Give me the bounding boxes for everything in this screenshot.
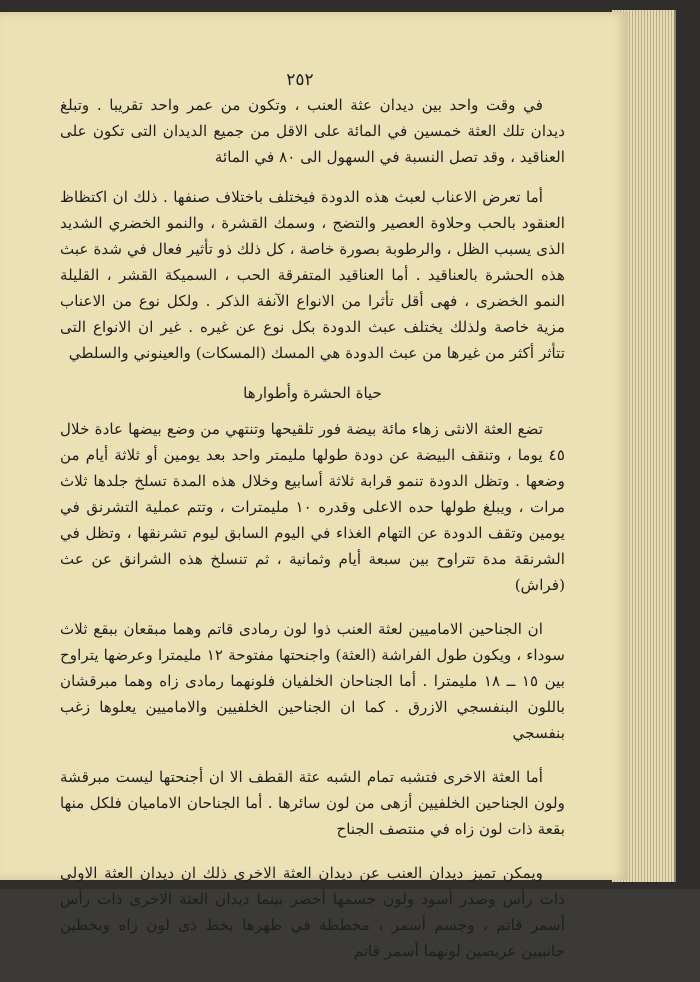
paragraph-2: أما تعرض الاعناب لعبث هذه الدودة فيختلف باختلاف صنفها . ذلك ان اكتظاظ العنقود بالحب وحلاوة العصير والتضج ، وسمك القشرة ، والنمو الخضري الشديد الذى يسبب الظل ، والرطوبة بصورة خاصة ، كل ذلك ذو تأثير فعال في شدة عبث هذه الحشرة بالعناقيد . أما العناقيد المتفرقة الحب ، السميكة القشر ، القليلة النمو الخضرى ، فهى أقل تأثرا من الانواع الآنفة الذكر . ولكل نوع من الاعناب مزية خاصة ولذلك يختلف عبث الدودة بكل نوع عن غيره . غير ان الانواع التى تتأثر أكثر من غيرها من عبث الدودة هي المسك (المسكات) والعينوني والسلطي — [60, 188, 565, 362]
paragraph-5: أما العثة الاخرى فتشبه تمام الشبه عثة القطف الا ان أجنحتها ليست مبرقشة ولون الجناحين الخلفيين أزهى من لون سائرها . أما الجناحان الاماميان فلكل منها بقعة ذات لون زاه في منتصف الجناح — [60, 768, 565, 838]
paragraph-3: تضع العثة الانثى زهاء مائة بيضة فور تلقيحها وتنتهي من وضع بيضها عادة خلال ٤٥ يوما ، وتنقف البيضة عن دودة طولها مليمتر واحد بعد يومين أو ثلاثة أيام من وضعها . وتظل الدودة تنمو قرابة ثلاثة أسابيع وخلال هذه المدة تسلخ جلدها ثلاث مرات ، ويبلغ طولها حده الاعلى وقدره ١٠ مليمترات ، وتتم عملية التشرنق في يومين وتقف الدودة عن التهام الغذاء في اليوم السابق ليوم تشرنقها ، وتظل في الشرنقة مدة تتراوح بين سبعة أيام وثمانية ، ثم تنسلخ هذه الشرانق عن عث (فراش) — [60, 420, 565, 594]
page-text — [60, 92, 565, 982]
paragraph-6: ويمكن تميز ديدان العنب عن ديدان العثة الاخرى ذلك ان ديدان العثة الاولى ذات رأس وصدر أسود ولون جسمها أخضر بينما ديدان العثة الاخرى ذات رأس أسمر قاتم ، وجسم أسمر ، مخططة في ظهرها بخط ذى لون زاه وبخطين جانبيين عريضين لونهما أسمر قاتم — [60, 864, 565, 960]
page-number: ٢٥٢ — [286, 70, 314, 90]
section-heading: حياة الحشرة وأطوارها — [243, 384, 382, 402]
book-page — [0, 12, 628, 960]
paragraph-4: ان الجناحين الاماميين لعثة العنب ذوا لون رمادى قاتم وهما مبقعان ببقع ثلاث سوداء ، ويكون طول الفراشة (العثة) واجنحتها مفتوحة ١٢ مليمترا وعرضها يتراوح بين ١٥ ــ ١٨ مليمترا . أما الجناحان الخلفيان فلونهما رمادى زاه وهما مبرقشان باللون البنفسجي الازرق . كما ان الجناحين الخلفيين والاماميين يعلوها زغب بنفسجي — [60, 620, 565, 742]
paragraph-1: في وقت واحد بين ديدان عثة العنب ، وتكون من عمر واحد تقريبا . وتبلغ ديدان تلك العثة خمسين في المائة على الاقل من جميع الديدان التى تكون على العناقيد ، وقد تصل النسبة في السهول الى ٨٠ في المائة — [60, 96, 565, 166]
